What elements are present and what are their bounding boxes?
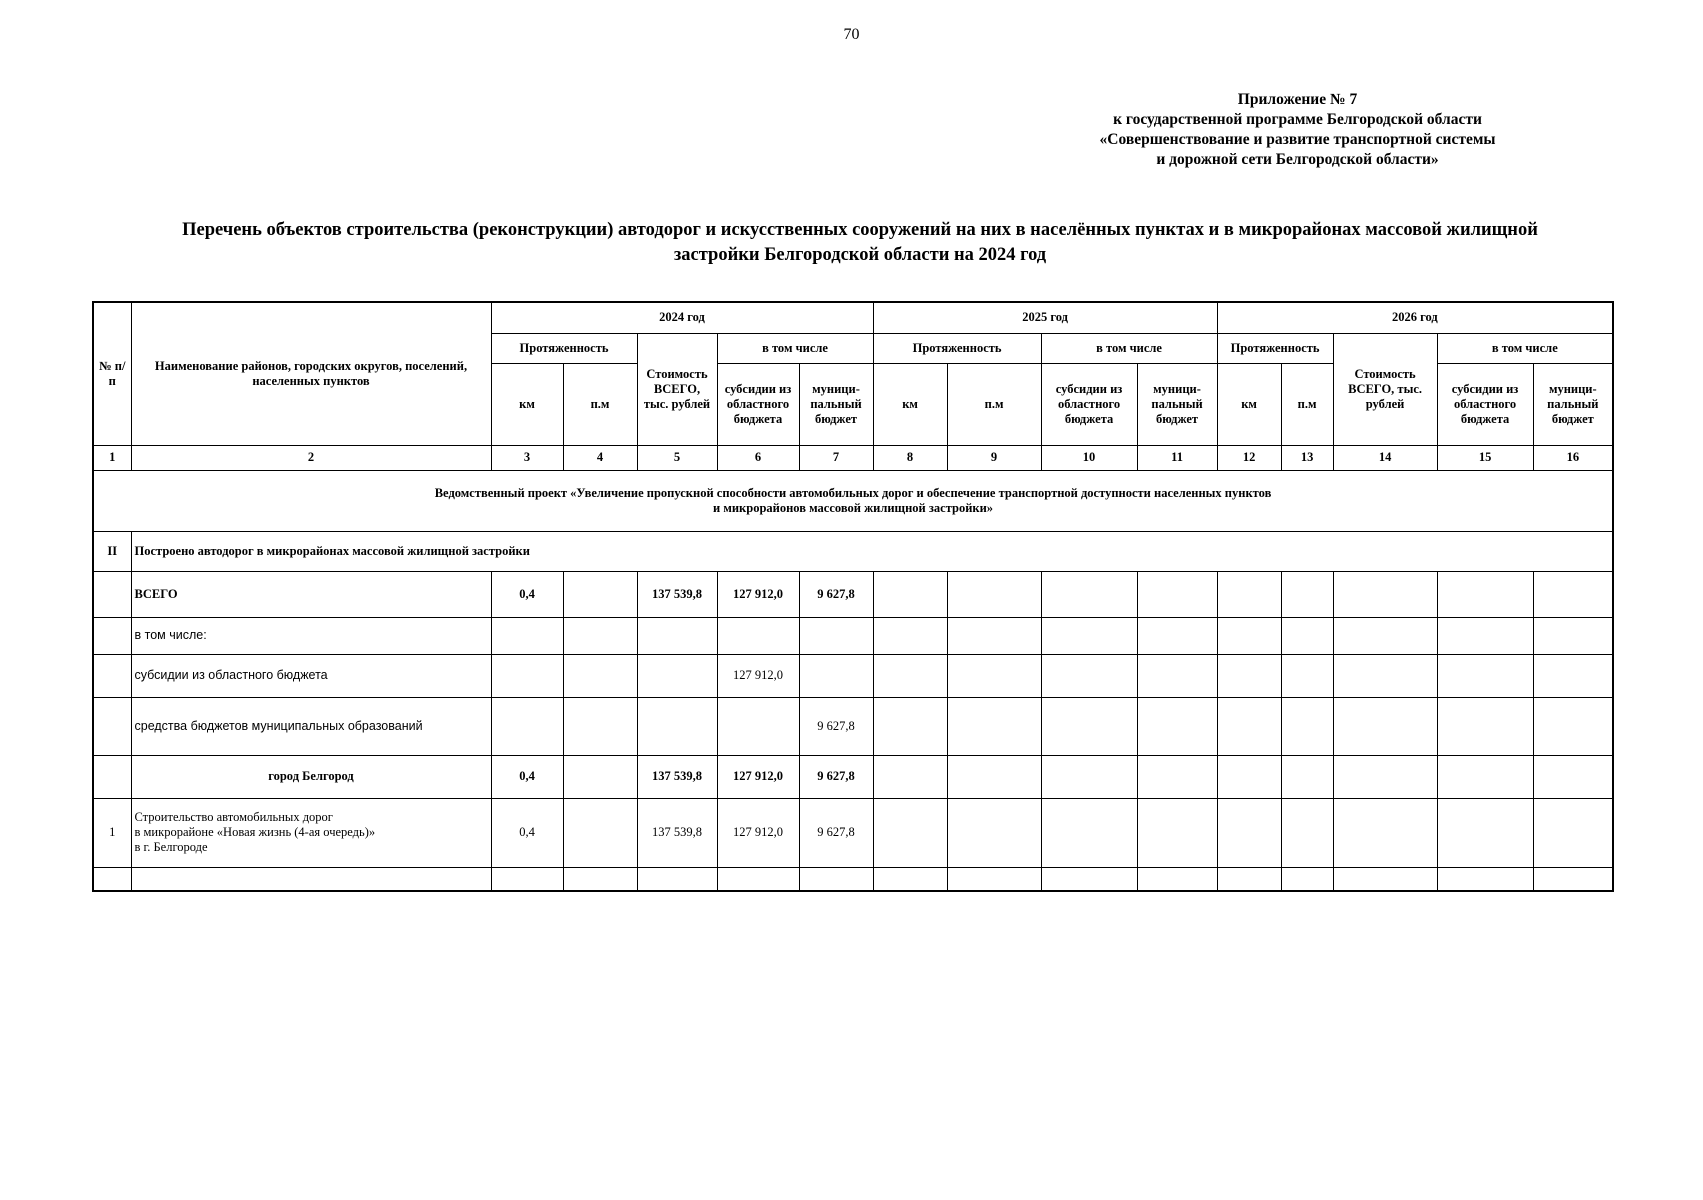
col-number: 10: [1041, 445, 1137, 470]
city-cost: 137 539,8: [637, 755, 717, 798]
header-including-2024: в том числе: [717, 333, 873, 363]
col-number: 4: [563, 445, 637, 470]
city-label: город Белгород: [131, 755, 491, 798]
municipal-row: [93, 697, 1613, 755]
city-km: 0,4: [491, 755, 563, 798]
col-number: 15: [1437, 445, 1533, 470]
col-number: 5: [637, 445, 717, 470]
appendix-line-1: Приложение № 7: [1237, 91, 1358, 108]
header-year-2026: 2026 год: [1217, 302, 1613, 333]
object-label: [131, 798, 491, 867]
municipal-value: 9 627,8: [799, 697, 873, 755]
page-number: 70: [843, 26, 860, 43]
object-label-line-3: в г. Белгороде: [134, 840, 208, 854]
total-cost: 137 539,8: [637, 571, 717, 617]
header-length-2026: Протяженность: [1217, 333, 1333, 363]
header-including-2026: в том числе: [1437, 333, 1613, 363]
col-number: 8: [873, 445, 947, 470]
city-row: [93, 755, 1613, 798]
header-row-years: [93, 302, 1613, 333]
objects-table: [92, 301, 1614, 892]
object-label-line-1: Строительство автомобильных дорог: [134, 810, 333, 824]
total-label: ВСЕГО: [131, 571, 491, 617]
col-number: 9: [947, 445, 1041, 470]
title-line-1: Перечень объектов строительства (реконструкции) автодорог и искусственных сооружений на них в населённых пунктах и в микрорайонах массовой жилищной: [182, 220, 1538, 240]
total-subsidies: 127 912,0: [717, 571, 799, 617]
total-km: 0,4: [491, 571, 563, 617]
col-number: 6: [717, 445, 799, 470]
header-length-2025: Протяженность: [873, 333, 1041, 363]
object-km: 0,4: [491, 798, 563, 867]
header-subsidies-2026: субсидии из областного бюджета: [1437, 363, 1533, 445]
header-pm-2024: п.м: [563, 363, 637, 445]
appendix-line-3: «Совершенствование и развитие транспортной системы: [1099, 131, 1496, 148]
city-subsidies: 127 912,0: [717, 755, 799, 798]
col-number: 16: [1533, 445, 1613, 470]
appendix-header: [1035, 90, 1560, 170]
header-km-2025: км: [873, 363, 947, 445]
header-km-2024: км: [491, 363, 563, 445]
object-label-line-2: в микрорайоне «Новая жизнь (4-ая очередь)»: [134, 825, 376, 839]
subsidies-row: [93, 654, 1613, 697]
appendix-line-2: к государственной программе Белгородской области: [1113, 111, 1482, 128]
subsidies-value: 127 912,0: [717, 654, 799, 697]
header-cost-2026: Стоимость ВСЕГО, тыс. рублей: [1333, 333, 1437, 445]
header-year-2024: 2024 год: [491, 302, 873, 333]
header-subsidies-2024: субсидии из областного бюджета: [717, 363, 799, 445]
section-number: II: [93, 531, 131, 571]
total-row: [93, 571, 1613, 617]
project-title-line-2: и микрорайонов массовой жилищной застройки»: [713, 500, 994, 515]
document-title: [90, 218, 1630, 268]
city-municipal: 9 627,8: [799, 755, 873, 798]
including-label: в том числе:: [131, 617, 491, 654]
col-number: 14: [1333, 445, 1437, 470]
subsidies-label: субсидии из областного бюджета: [131, 654, 491, 697]
header-subsidies-2025: субсидии из областного бюджета: [1041, 363, 1137, 445]
col-number: 7: [799, 445, 873, 470]
object-cost: 137 539,8: [637, 798, 717, 867]
appendix-line-4: и дорожной сети Белгородской области»: [1156, 151, 1439, 168]
title-line-2: застройки Белгородской области на 2024 год: [673, 245, 1047, 265]
col-number: 11: [1137, 445, 1217, 470]
header-year-2025: 2025 год: [873, 302, 1217, 333]
header-name: Наименование районов, городских округов, поселений, населенных пунктов: [131, 302, 491, 445]
project-title-line-1: Ведомственный проект «Увеличение пропускной способности автомобильных дорог и обеспечение транспортной доступности населенных пунктов: [434, 485, 1272, 500]
project-title-row: [93, 470, 1613, 531]
header-municipal-2024: муници-пальный бюджет: [799, 363, 873, 445]
col-number: 12: [1217, 445, 1281, 470]
header-including-2025: в том числе: [1041, 333, 1217, 363]
object-municipal: 9 627,8: [799, 798, 873, 867]
header-length-2024: Протяженность: [491, 333, 637, 363]
municipal-label: средства бюджетов муниципальных образований: [131, 697, 491, 755]
header-pm-2026: п.м: [1281, 363, 1333, 445]
section-title: Построено автодорог в микрорайонах массовой жилищной застройки: [131, 531, 1613, 571]
header-km-2026: км: [1217, 363, 1281, 445]
header-municipal-2026: муници-пальный бюджет: [1533, 363, 1613, 445]
object-row: [93, 798, 1613, 867]
project-title: [93, 470, 1613, 531]
column-numbers-row: [93, 445, 1613, 470]
empty-row: [93, 867, 1613, 891]
col-number: 3: [491, 445, 563, 470]
including-row: [93, 617, 1613, 654]
col-number: 1: [93, 445, 131, 470]
header-cost-2024: Стоимость ВСЕГО, тыс. рублей: [637, 333, 717, 445]
header-municipal-2025: муници-пальный бюджет: [1137, 363, 1217, 445]
object-number: 1: [93, 798, 131, 867]
section-row: [93, 531, 1613, 571]
object-subsidies: 127 912,0: [717, 798, 799, 867]
col-number: 13: [1281, 445, 1333, 470]
header-num: № п/п: [93, 302, 131, 445]
col-number: 2: [131, 445, 491, 470]
total-municipal: 9 627,8: [799, 571, 873, 617]
header-pm-2025: п.м: [947, 363, 1041, 445]
